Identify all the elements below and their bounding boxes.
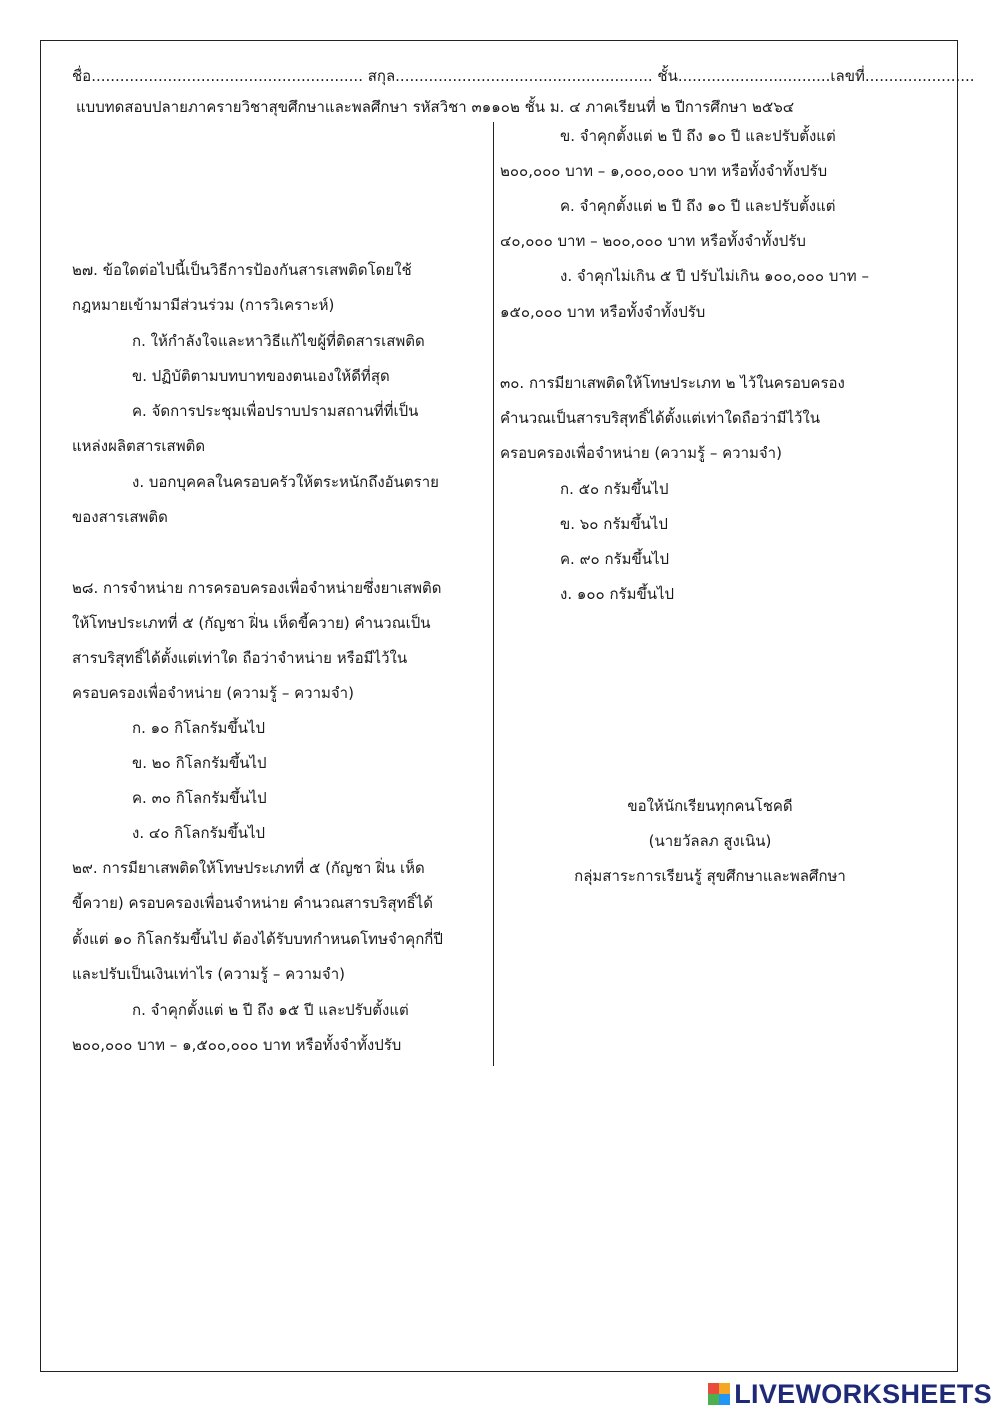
question-29-option-d: ง. จำคุกไม่เกิน ๕ ปี ปรับไม่เกิน ๑๐๐,๐๐๐ บาท – — [560, 267, 869, 285]
exam-title: แบบทดสอบปลายภาครายวิชาสุขศึกษาและพลศึกษา รหัสวิชา ๓๑๑๐๒ ชั้น ม. ๔ ภาคเรียนที่ ๒ ปีการศึกษา ๒๕๖๔ — [76, 98, 795, 116]
page-border — [40, 40, 975, 1372]
question-28-option-d: ง. ๔๐ กิโลกรัมขึ้นไป — [132, 824, 266, 842]
question-27-option-c-cont: แหล่งผลิตสารเสพติด — [72, 437, 206, 455]
question-29-text-cont-3: และปรับเป็นเงินเท่าไร (ความรู้ – ความจำ) — [72, 965, 345, 983]
question-28-option-c: ค. ๓๐ กิโลกรัมขึ้นไป — [132, 789, 267, 807]
question-29-option-c: ค. จำคุกตั้งแต่ ๒ ปี ถึง ๑๐ ปี และปรับตั้งแต่ — [560, 197, 836, 215]
question-29-text-cont-2: ตั้งแต่ ๑๐ กิโลกรัมขึ้นไป ต้องได้รับบทกำหนดโทษจำคุกกี่ปี — [72, 930, 443, 948]
question-29-option-a: ก. จำคุกตั้งแต่ ๒ ปี ถึง ๑๕ ปี และปรับตั้งแต่ — [132, 1001, 409, 1019]
question-30-text-cont-1: คำนวณเป็นสารบริสุทธิ์ได้ตั้งแต่เท่าใดถือว่ามีไว้ใน — [500, 409, 820, 427]
question-30-option-d: ง. ๑๐๐ กรัมขึ้นไป — [560, 585, 675, 603]
question-29-option-d-cont: ๑๕๐,๐๐๐ บาท หรือทั้งจำทั้งปรับ — [500, 303, 706, 321]
liveworksheets-logo — [708, 1380, 992, 1408]
question-27-option-a: ก. ให้กำลังใจและหาวิธีแก้ไขผู้ที่ติดสารเสพติด — [132, 332, 425, 350]
teacher-name: (นายวัลลภ สูงเนิน) — [648, 832, 772, 850]
question-29-option-b: ข. จำคุกตั้งแต่ ๒ ปี ถึง ๑๐ ปี และปรับตั้งแต่ — [560, 127, 836, 145]
question-27-option-c: ค. จัดการประชุมเพื่อปราบปรามสถานที่ที่เป็น — [132, 402, 419, 420]
question-27-option-d: ง. บอกบุคคลในครอบครัวให้ตระหนักถึงอันตราย — [132, 473, 439, 491]
question-27-option-b: ข. ปฏิบัติตามบทบาทของตนเองให้ดีที่สุด — [132, 367, 390, 385]
question-28-text-cont-1: ให้โทษประเภทที่ ๕ (กัญชา ฝิ่น เห็ดขี้ควาย) คำนวณเป็น — [72, 614, 431, 632]
question-30-text-cont-2: ครอบครองเพื่อจำหน่าย (ความรู้ – ความจำ) — [500, 444, 782, 462]
question-28-text-cont-2: สารบริสุทธิ์ได้ตั้งแต่เท่าใด ถือว่าจำหน่าย หรือมีไว้ใน — [72, 649, 408, 667]
question-27-text-cont: กฎหมายเข้ามามีส่วนร่วม (การวิเคราะห์) — [72, 296, 335, 314]
question-30-option-a: ก. ๕๐ กรัมขึ้นไป — [560, 480, 669, 498]
question-28-text-cont-3: ครอบครองเพื่อจำหน่าย (ความรู้ – ความจำ) — [72, 684, 354, 702]
question-30-text: ๓๐. การมียาเสพติดให้โทษประเภท ๒ ไว้ในครอบครอง — [500, 374, 845, 392]
question-29-option-c-cont: ๔๐,๐๐๐ บาท – ๒๐๐,๐๐๐ บาท หรือทั้งจำทั้งปรับ — [500, 232, 806, 250]
question-27-text: ๒๗. ข้อใดต่อไปนี้เป็นวิธีการป้องกันสารเสพติดโดยใช้ — [72, 261, 412, 279]
column-divider — [493, 122, 494, 1066]
liveworksheets-logo-text: LIVEWORKSHEETS — [734, 1378, 992, 1409]
question-28-option-b: ข. ๒๐ กิโลกรัมขึ้นไป — [132, 754, 267, 772]
question-29-option-b-cont: ๒๐๐,๐๐๐ บาท – ๑,๐๐๐,๐๐๐ บาท หรือทั้งจำทั้งปรับ — [500, 162, 828, 180]
question-30-option-c: ค. ๙๐ กรัมขึ้นไป — [560, 550, 670, 568]
question-29-text: ๒๙. การมียาเสพติดให้โทษประเภทที่ ๕ (กัญชา ฝิ่น เห็ด — [72, 859, 425, 877]
question-30-option-b: ข. ๖๐ กรัมขึ้นไป — [560, 515, 668, 533]
department-name: กลุ่มสาระการเรียนรู้ สุขศึกษาและพลศึกษา — [574, 867, 846, 885]
question-27-option-d-cont: ของสารเสพติด — [72, 508, 168, 526]
question-29-option-a-cont: ๒๐๐,๐๐๐ บาท – ๑,๕๐๐,๐๐๐ บาท หรือทั้งจำทั้งปรับ — [72, 1036, 402, 1054]
question-28-option-a: ก. ๑๐ กิโลกรัมขึ้นไป — [132, 719, 265, 737]
student-info-line: ชื่อ......................................................... สกุล...................................................... ชั้น................................เลขที่....................... — [72, 67, 975, 85]
question-28-text: ๒๘. การจำหน่าย การครอบครองเพื่อจำหน่ายซึ่งยาเสพติด — [72, 579, 442, 597]
liveworksheets-logo-icon — [708, 1383, 730, 1405]
closing-wish: ขอให้นักเรียนทุกคนโชคดี — [627, 797, 793, 815]
question-29-text-cont-1: ขี้ควาย) ครอบครองเพื่อนจำหน่าย คำนวณสารบริสุทธิ์ได้ — [72, 894, 433, 912]
